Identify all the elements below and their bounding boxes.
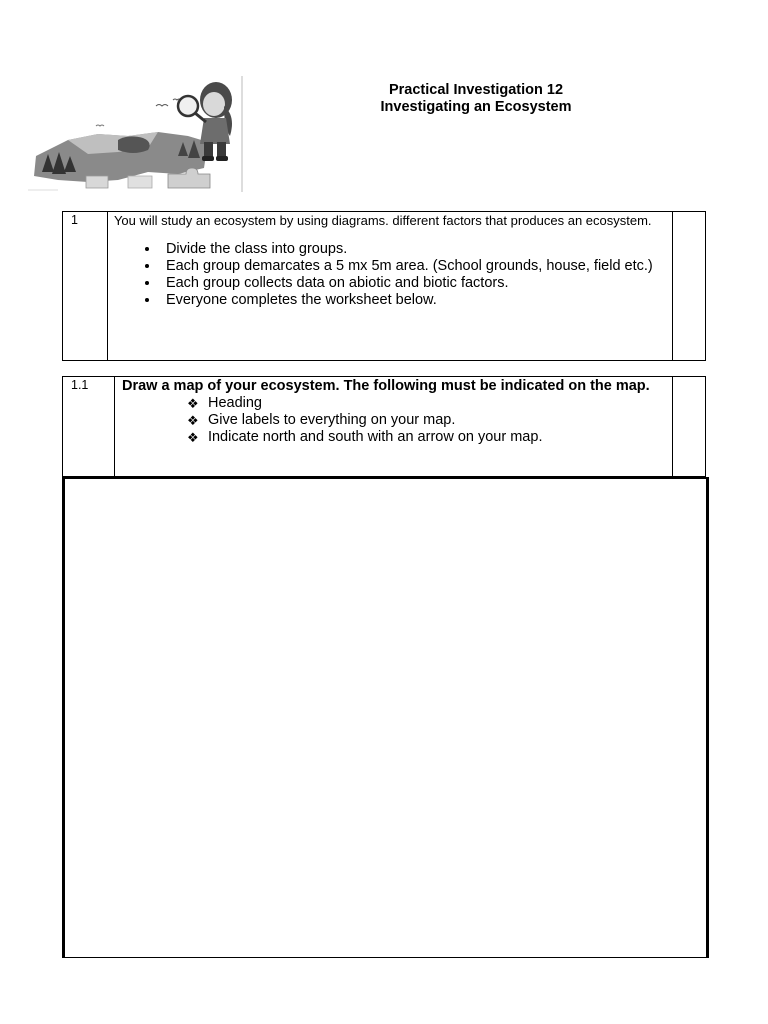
diamond-bullet-icon: ❖ [186,396,199,411]
section-1-table [62,211,706,361]
diamond-bullet-icon: ❖ [186,413,199,428]
list-item [187,429,672,446]
list-item [187,395,672,412]
list-item-text: Give labels to everything on your map. [207,412,456,428]
section-1-intro: You will study an ecosystem by using diagrams. different factors that produces an ecosystem. [113,213,652,228]
section-1-1-table [62,376,706,477]
list-item [187,412,672,429]
section-number: 1.1 [63,377,115,477]
title-line-2: Investigating an Ecosystem [380,99,572,115]
page-heading [330,82,622,116]
list-item: • Each group collects data on abiotic and biotic factors. [160,275,666,292]
mark-column [673,377,706,477]
requirements-list [115,395,672,446]
list-item-text: Indicate north and south with an arrow on your map. [207,429,543,445]
list-item: • Each group demarcates a 5 mx 5m area. (School grounds, house, field etc.) [160,258,666,275]
map-question: Draw a map of your ecosystem. The following must be indicated on the map. [121,378,650,394]
list-item: • Everyone completes the worksheet below. [160,292,666,309]
list-item-text: Heading [207,395,262,411]
title-line-1: Practical Investigation 12 [388,82,564,98]
section-number: 1 [63,212,108,361]
diamond-bullet-icon: ❖ [186,430,199,445]
section-1-content [107,212,672,361]
mark-column [673,212,706,361]
section-1-1-content [114,377,672,477]
map-drawing-area[interactable] [62,477,709,958]
girl-magnifying-glass-illustration [28,76,244,192]
instruction-list [114,241,666,309]
list-item: • Divide the class into groups. [160,241,666,258]
